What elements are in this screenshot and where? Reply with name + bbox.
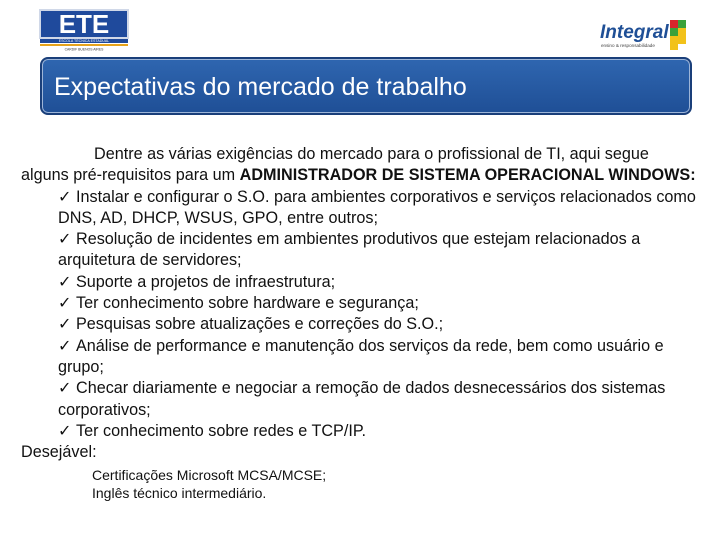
intro-bold: ADMINISTRADOR DE SISTEMA OPERACIONAL WINDOWS: [239,166,696,185]
integral-logo-text: Integral [600,22,669,43]
integral-logo [598,14,690,54]
requirement-text: Checar diariamente e negociar a remoção de dados desnecessários dos sistemas corporativos; [58,379,666,419]
requirements-list [21,187,701,443]
desired-item: Certificações Microsoft MCSA/MCSE; [92,467,327,484]
checkmark-icon: ✓ [58,294,72,313]
requirement-item [58,293,701,314]
ete-logo-text: ETE [58,9,110,39]
requirement-item [58,378,701,421]
ete-logo-tagline: CARDIF BUENOS AIRES [64,47,104,52]
checkmark-icon: ✓ [58,336,72,355]
integral-logo-tagline: ensino & responsabilidade [601,43,655,48]
requirement-text: Suporte a projetos de infraestrutura; [76,272,336,291]
requirement-item [58,272,701,293]
requirement-text: Resolução de incidentes em ambientes produtivos que estejam relacionados a arquitetura de servidores; [58,230,641,270]
page-title: Expectativas do mercado de trabalho [54,73,467,101]
checkmark-icon: ✓ [58,230,72,249]
requirement-text: Análise de performance e manutenção dos serviços da rede, bem como usuário e grupo; [58,336,664,376]
requirement-text: Ter conhecimento sobre redes e TCP/IP. [76,421,367,440]
integral-mark-icon [670,20,686,50]
requirement-item [58,421,701,442]
desired-item: Inglês técnico intermediário. [92,485,267,502]
content-body [21,144,701,502]
checkmark-icon: ✓ [58,187,72,206]
intro-text: Dentre as várias exigências do mercado para o profissional de TI, aqui segue alguns pré-requisitos para um [21,145,649,185]
requirement-item [58,314,701,335]
intro-paragraph [21,144,701,187]
desired-label: Desejável: [21,443,97,462]
checkmark-icon: ✓ [58,315,72,334]
checkmark-icon: ✓ [58,421,72,440]
desired-list [21,466,701,502]
requirement-item [58,187,701,230]
ete-logo-subtitle: ESCOLA TÉCNICA ESTADUAL [58,39,110,44]
requirement-text: Ter conhecimento sobre hardware e segurança; [76,294,419,313]
ete-logo [38,8,130,52]
requirement-text: Instalar e configurar o S.O. para ambientes corporativos e serviços relacionados como DNS, AD, DHCP, WSUS, GPO, entre outros; [58,187,696,227]
requirement-item [58,336,701,379]
requirement-text: Pesquisas sobre atualizações e correções do S.O.; [76,315,444,334]
requirement-item [58,229,701,272]
checkmark-icon: ✓ [58,272,72,291]
title-bar [40,57,692,115]
checkmark-icon: ✓ [58,379,72,398]
